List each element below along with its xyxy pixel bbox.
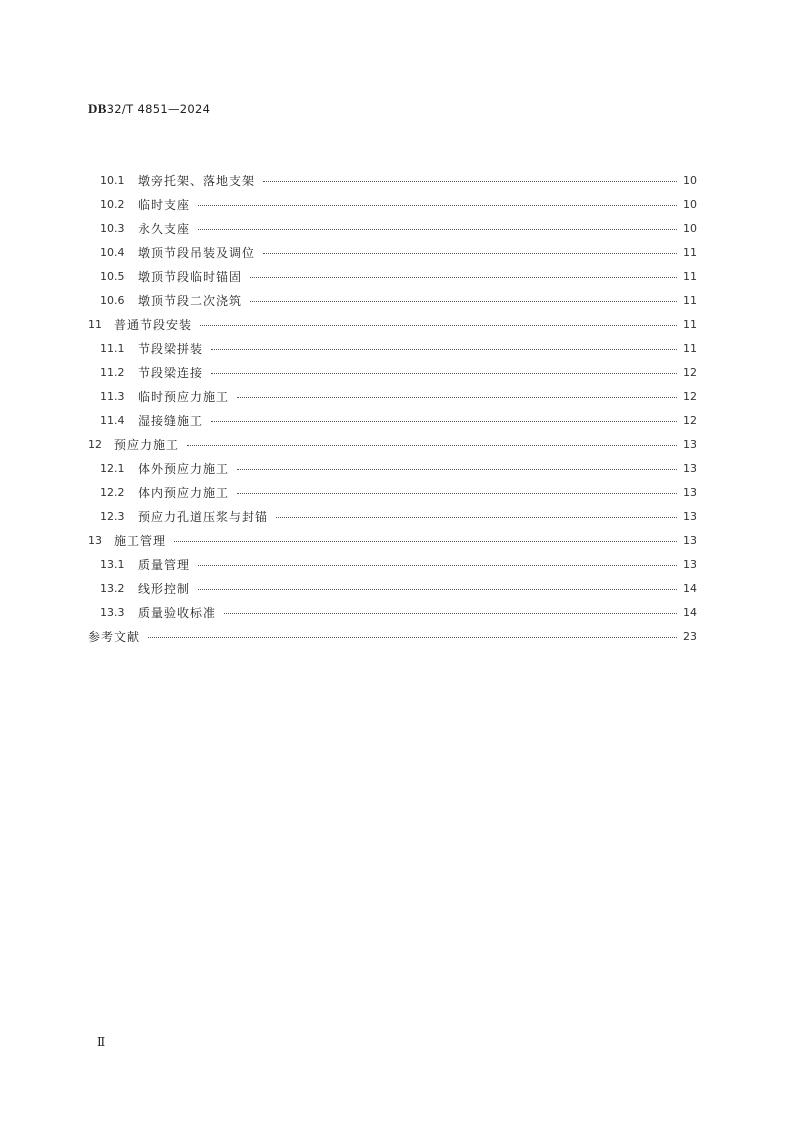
- toc-entry-number: 10.2: [100, 197, 125, 211]
- toc-entry-title: 质量管理: [138, 557, 191, 572]
- toc-entry-number: 12: [88, 437, 102, 451]
- toc-entry-number: 12.2: [100, 485, 125, 499]
- toc-entry[interactable]: [0, 434, 800, 454]
- dot-leader: [211, 421, 677, 422]
- standard-code: 32/T: [106, 102, 134, 116]
- toc-entry[interactable]: [0, 362, 800, 382]
- toc-entry-page: 12: [683, 413, 697, 427]
- toc-entry-number: 11.3: [100, 389, 125, 403]
- toc-entry-title: 参考文献: [88, 629, 141, 644]
- toc-entry-page: 11: [683, 269, 697, 283]
- toc-entry-page: 13: [683, 485, 697, 499]
- toc-entry[interactable]: [0, 554, 800, 574]
- toc-entry-page: 10: [683, 197, 697, 211]
- toc-entry[interactable]: [0, 242, 800, 262]
- toc-entry[interactable]: [0, 578, 800, 598]
- toc-entry[interactable]: [0, 194, 800, 214]
- dot-leader: [198, 205, 677, 206]
- toc-entry[interactable]: [0, 506, 800, 526]
- toc-entry[interactable]: [0, 410, 800, 430]
- toc-entry-title: 体外预应力施工: [138, 461, 230, 476]
- dot-leader: [200, 325, 677, 326]
- toc-entry-page: 10: [683, 173, 697, 187]
- toc-entry-title: 墩旁托架、落地支架: [138, 173, 256, 188]
- toc-entry-page: 12: [683, 365, 697, 379]
- toc-entry-number: 10.1: [100, 173, 125, 187]
- dot-leader: [263, 253, 677, 254]
- toc-entry-title: 节段梁连接: [138, 365, 204, 380]
- dot-leader: [250, 277, 677, 278]
- toc-entry-number: 11.1: [100, 341, 125, 355]
- toc-entry-number: 13.2: [100, 581, 125, 595]
- toc-entry-page: 13: [683, 437, 697, 451]
- toc-entry-number: 10.4: [100, 245, 125, 259]
- toc-entry-title: 线形控制: [138, 581, 191, 596]
- page-number: Ⅱ: [97, 1035, 106, 1049]
- toc-entry[interactable]: [0, 266, 800, 286]
- dot-leader: [237, 469, 677, 470]
- toc-entry[interactable]: [0, 338, 800, 358]
- toc-entry-title: 施工管理: [114, 533, 167, 548]
- toc-entry-title: 节段梁拼装: [138, 341, 204, 356]
- toc-entry-number: 13.3: [100, 605, 125, 619]
- toc-entry-title: 预应力施工: [114, 437, 180, 452]
- dot-leader: [174, 541, 677, 542]
- toc-entry-number: 10.3: [100, 221, 125, 235]
- dot-leader: [263, 181, 677, 182]
- dot-leader: [224, 613, 677, 614]
- dot-leader: [237, 493, 677, 494]
- dot-leader: [148, 637, 677, 638]
- toc-entry-number: 12.1: [100, 461, 125, 475]
- toc-entry-number: 13.1: [100, 557, 125, 571]
- toc-entry-number: 10.6: [100, 293, 125, 307]
- toc-entry-number: 11.4: [100, 413, 125, 427]
- toc-entry-page: 13: [683, 461, 697, 475]
- toc-entry-title: 预应力孔道压浆与封锚: [138, 509, 269, 524]
- toc-entry-page: 13: [683, 557, 697, 571]
- toc-entry-number: 12.3: [100, 509, 125, 523]
- toc-entry-title: 临时支座: [138, 197, 191, 212]
- toc-entry-page: 11: [683, 293, 697, 307]
- dot-leader: [187, 445, 677, 446]
- toc-entry[interactable]: [0, 386, 800, 406]
- toc-entry-title: 临时预应力施工: [138, 389, 230, 404]
- toc-entry-page: 11: [683, 245, 697, 259]
- dot-leader: [211, 349, 677, 350]
- toc-entry-title: 墩顶节段二次浇筑: [138, 293, 243, 308]
- toc-entry-page: 23: [683, 629, 697, 643]
- toc-entry-title: 体内预应力施工: [138, 485, 230, 500]
- toc-entry-number: 11: [88, 317, 102, 331]
- toc-entry-title: 质量验收标准: [138, 605, 217, 620]
- toc-entry[interactable]: [0, 626, 800, 646]
- document-header: [88, 101, 210, 117]
- toc-entry-title: 普通节段安装: [114, 317, 193, 332]
- toc-entry[interactable]: [0, 290, 800, 310]
- dot-leader: [198, 229, 677, 230]
- standard-number: 4851—2024: [137, 102, 211, 116]
- toc-entry-page: 14: [683, 605, 697, 619]
- toc-entry-page: 11: [683, 317, 697, 331]
- toc-entry-page: 13: [683, 533, 697, 547]
- toc-entry[interactable]: [0, 170, 800, 190]
- toc-entry-number: 10.5: [100, 269, 125, 283]
- toc-entry-page: 11: [683, 341, 697, 355]
- toc-entry-page: 12: [683, 389, 697, 403]
- toc-entry[interactable]: [0, 530, 800, 550]
- toc-entry[interactable]: [0, 458, 800, 478]
- dot-leader: [211, 373, 677, 374]
- toc-entry-title: 永久支座: [138, 221, 191, 236]
- toc-entry[interactable]: [0, 602, 800, 622]
- toc-entry[interactable]: [0, 314, 800, 334]
- toc-entry-page: 14: [683, 581, 697, 595]
- toc-entry-title: 墩顶节段临时锚固: [138, 269, 243, 284]
- dot-leader: [198, 589, 677, 590]
- dot-leader: [250, 301, 677, 302]
- toc-entry-page: 13: [683, 509, 697, 523]
- toc-entry[interactable]: [0, 482, 800, 502]
- dot-leader: [198, 565, 677, 566]
- standard-prefix: DB: [88, 101, 107, 116]
- toc-entry-title: 墩顶节段吊装及调位: [138, 245, 256, 260]
- toc-entry-page: 10: [683, 221, 697, 235]
- dot-leader: [276, 517, 677, 518]
- toc-entry-number: 13: [88, 533, 102, 547]
- dot-leader: [237, 397, 677, 398]
- toc-entry-number: 11.2: [100, 365, 125, 379]
- toc-entry[interactable]: [0, 218, 800, 238]
- toc-entry-title: 湿接缝施工: [138, 413, 204, 428]
